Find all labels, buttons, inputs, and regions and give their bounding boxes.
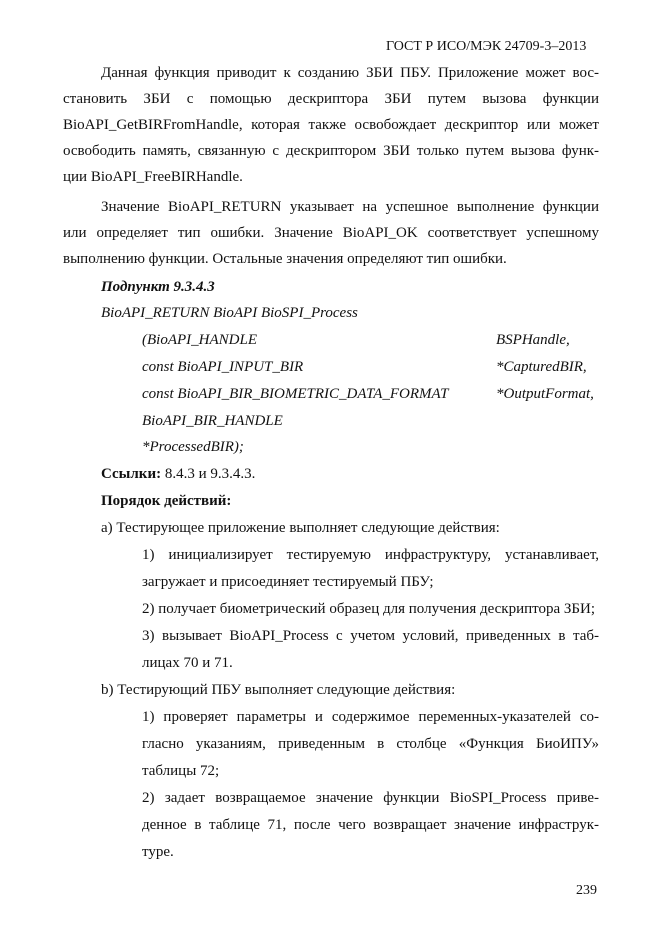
procedure-title: Порядок действий:: [101, 493, 232, 509]
para2-line-3: выполнению функции. Остальные значения определяют тип ошибки.: [63, 251, 507, 267]
step-a-intro: а) Тестирующее приложение выполняет следующие действия:: [101, 520, 500, 536]
param-name-1: BSPHandle,: [496, 332, 570, 348]
para1-line-4: освободить память, связанную с дескриптором ЗБИ только путем вызова функ-: [63, 143, 599, 159]
para2-line-1: Значение BioAPI_RETURN указывает на успешное выполнение функции: [101, 199, 599, 215]
param-type-1: (BioAPI_HANDLE: [142, 332, 257, 348]
para2-line-2: или определяет тип ошибки. Значение BioAPI_OK соответствует успешному: [63, 225, 599, 241]
step-a-item2: 2) получает биометрический образец для получения дескриптора ЗБИ;: [142, 601, 596, 617]
param-name-3: *OutputFormat,: [496, 386, 594, 402]
refs-line: [101, 465, 255, 483]
step-b-intro: b) Тестирующий ПБУ выполняет следующие действия:: [101, 682, 456, 698]
step-b-item1-line2: гласно указаниям, приведенным в столбце «Функция БиоИПУ»: [142, 736, 599, 752]
para1-line-2: становить ЗБИ с помощью дескриптора ЗБИ путем вызова функции: [63, 91, 599, 107]
step-b-item2-line3: туре.: [142, 844, 174, 860]
refs-label: Ссылки:: [101, 466, 162, 482]
param-type-2: const BioAPI_INPUT_BIR: [142, 359, 304, 375]
refs-value: 8.4.3 и 9.3.4.3.: [164, 466, 256, 482]
step-b-item2-line2: денное в таблице 71, после чего возвращает значение инфраструк-: [142, 817, 599, 833]
document-header: ГОСТ Р ИСО/МЭК 24709-3–2013: [386, 39, 587, 54]
step-b-item2-line1: 2) задает возвращаемое значение функции BioSPI_Process приве-: [142, 790, 599, 806]
step-b-item1-line1: 1) проверяет параметры и содержимое переменных-указателей со-: [142, 709, 599, 725]
subclause-title: Подпункт 9.3.4.3: [101, 279, 215, 295]
param-type-5: *ProcessedBIR);: [142, 439, 244, 455]
step-a-item3-line1: 3) вызывает BioAPI_Process с учетом условий, приведенных в таб-: [142, 628, 599, 644]
step-a-item1-line1: 1) инициализирует тестируемую инфраструктуру, устанавливает,: [142, 547, 599, 563]
signature-head: BioAPI_RETURN BioAPI BioSPI_Process: [101, 305, 358, 321]
page-number: 239: [576, 883, 597, 898]
param-type-3: const BioAPI_BIR_BIOMETRIC_DATA_FORMAT: [142, 386, 449, 402]
para1-line-3: BioAPI_GetBIRFromHandle, которая также освобождает дескриптор или может: [63, 117, 599, 133]
step-a-item3-line2: лицах 70 и 71.: [142, 655, 233, 671]
step-b-item1-line3: таблицы 72;: [142, 763, 220, 779]
para1-line-1: Данная функция приводит к созданию ЗБИ ПБУ. Приложение может вос-: [101, 65, 599, 81]
param-type-4: BioAPI_BIR_HANDLE: [142, 413, 283, 429]
param-name-2: *CapturedBIR,: [496, 359, 587, 375]
step-a-item1-line2: загружает и присоединяет тестируемый ПБУ;: [142, 574, 434, 590]
para1-line-5: ции BioAPI_FreeBIRHandle.: [63, 169, 243, 185]
